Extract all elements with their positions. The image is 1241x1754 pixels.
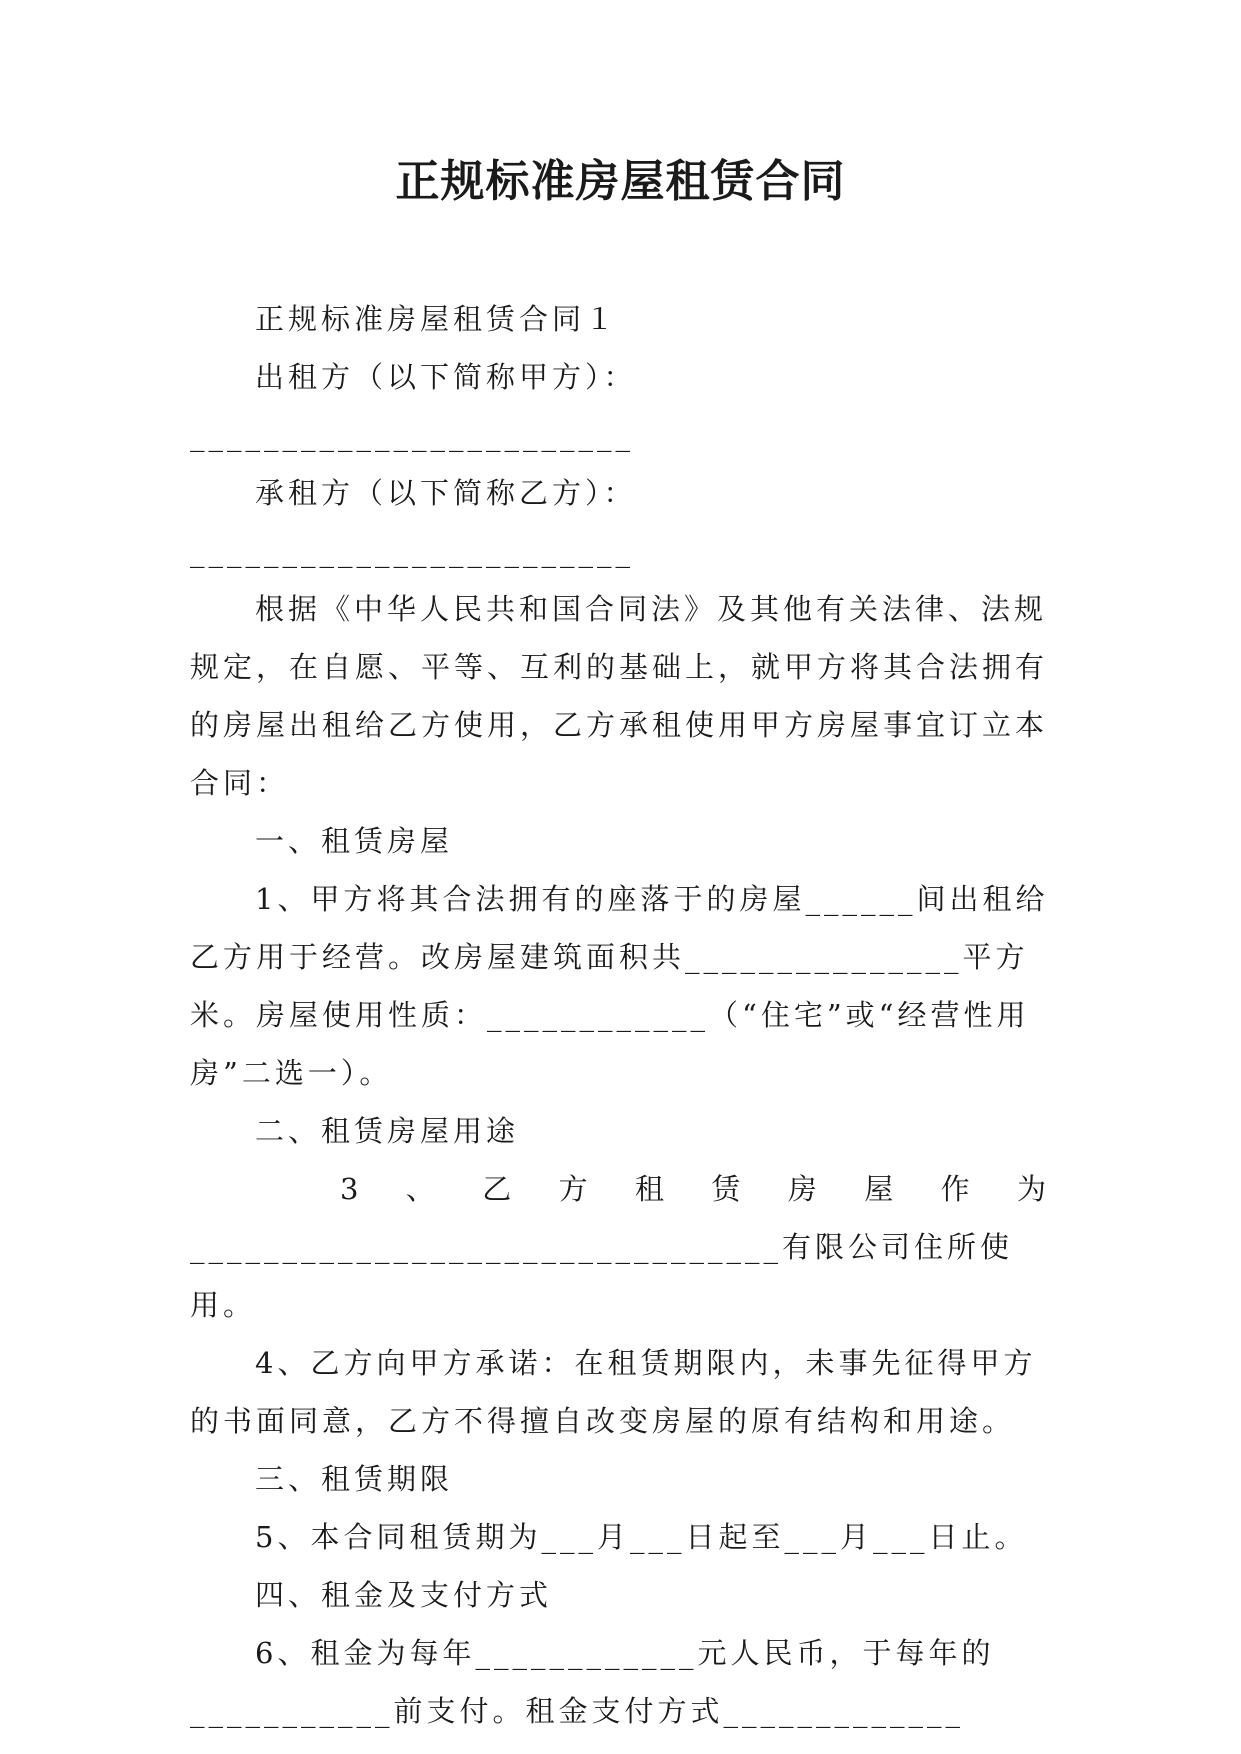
paragraph-clause-4: 4、乙方向甲方承诺：在租赁期限内，未事先征得甲方的书面同意，乙方不得擅自改变房屋的原有结构和用途。 [190,1346,1037,1438]
section-heading-3: 三、租赁期限 [255,1462,454,1496]
section-heading-1: 一、租赁房屋 [255,824,454,858]
section-heading-2: 二、租赁房屋用途 [255,1114,520,1148]
paragraph-clause-3-line-1: 3、乙方租赁房屋作为 [340,1172,1050,1206]
paragraph-preamble: 根据《中华人民共和国合同法》及其他有关法律、法规规定，在自愿、平等、互利的基础上，就甲方将其合法拥有的房屋出租给乙方使用，乙方承租使用甲方房屋事宜订立本合同： [190,592,1049,800]
paragraph-contract-number: 正规标准房屋租赁合同１ [255,302,619,336]
paragraph-clause-3-line-2: ________________________________有限公司住所使用。 [190,1230,1014,1322]
paragraph-clause-1: 1、甲方将其合法拥有的座落于的房屋______间出租给乙方用于经营。改房屋建筑面积共_______________平方米。房屋使用性质：____________（“住宅”或“经营性用房”二选一）。 [190,882,1049,1090]
document-body [190,290,1050,1740]
paragraph-clause-6: 6、租金为每年____________元人民币，于每年的___________前支付。租金支付方式_____________ [190,1636,995,1728]
paragraph-lessee: 承租方（以下简称乙方）：________________________ [190,476,637,568]
paragraph-lessor: 出租方（以下简称甲方）：________________________ [190,360,637,452]
document-title: 正规标准房屋租赁合同 [395,156,846,207]
paragraph-clause-5: 5、本合同租赁期为___月___日起至___月___日止。 [255,1520,1028,1554]
section-heading-4: 四、租金及支付方式 [255,1578,553,1612]
